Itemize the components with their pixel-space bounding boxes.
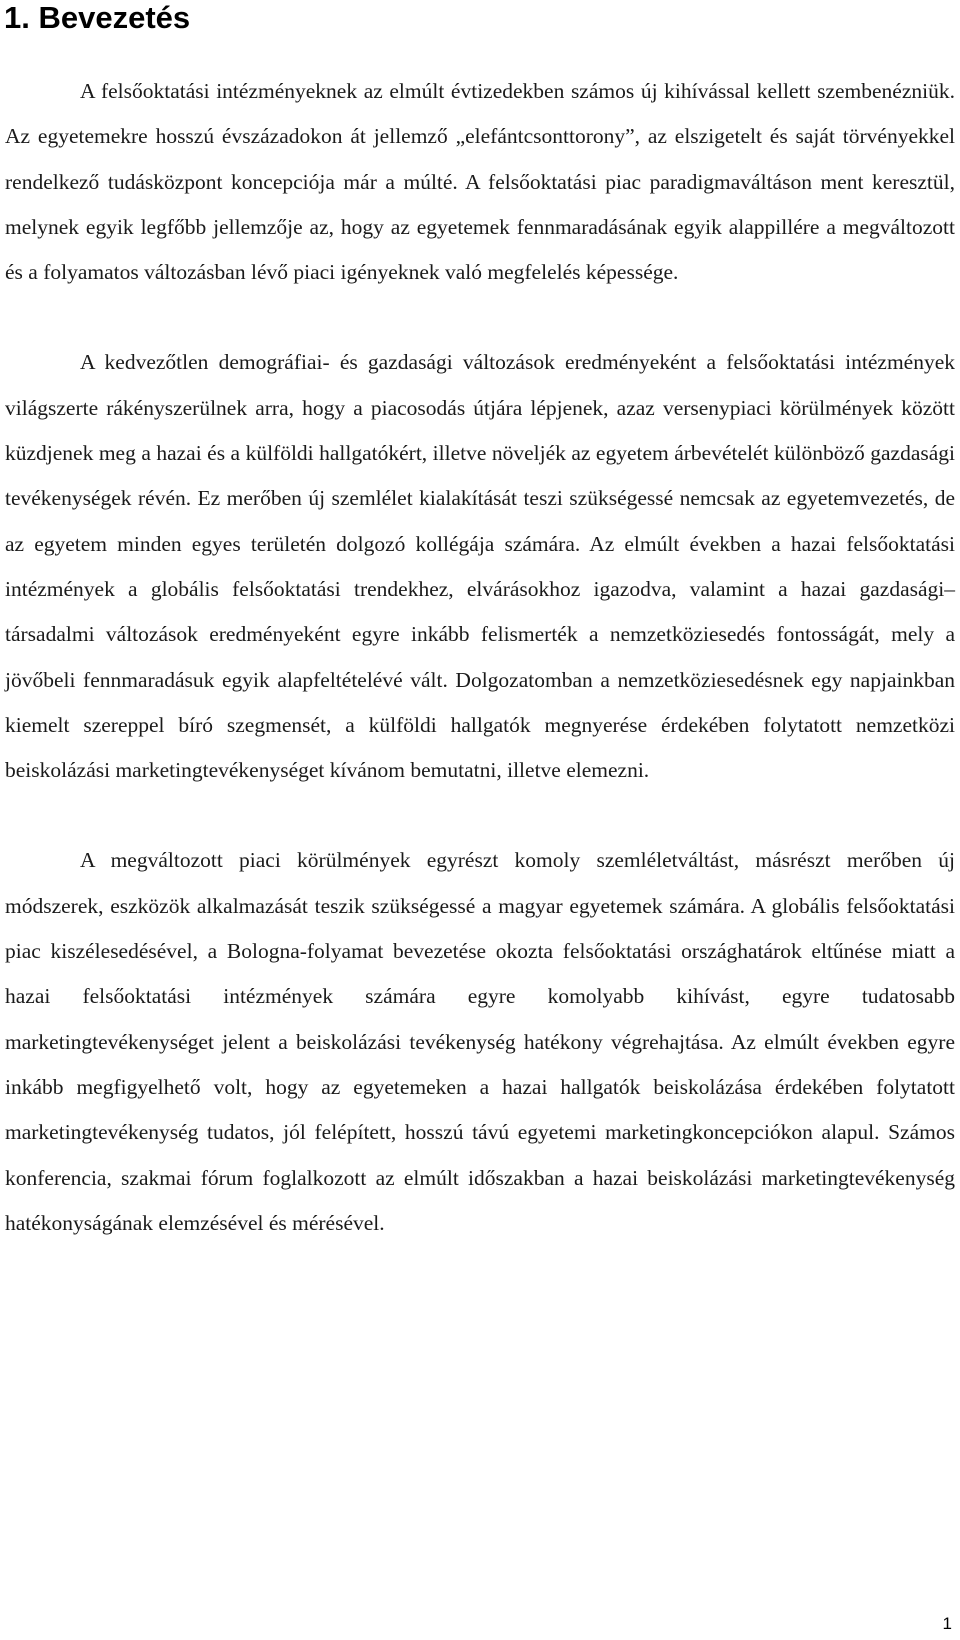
paragraph-3: A megváltozott piaci körülmények egyrészt komoly szemléletváltást, másrészt merőben új módszerek, eszközök alkalmazását teszik szükségessé a magyar egyetemek számára. A globális felsőoktatási piac kiszélesedésével, a Bologna-folyamat bevezetése okozta felsőoktatási országhatárok eltűnése miatt a hazai felsőoktatási intézmények számára egyre komolyabb kihívást, egyre tudatosabb marketingtevékenységet jelent a beiskolázási tevékenység hatékony végrehajtása. Az elmúlt években egyre inkább megfigyelhető volt, hogy az egyetemeken a hazai hallgatók beiskolázása érdekében folytatott marketingtevékenység tudatos, jól felépített, hosszú távú egyetemi marketingkoncepciókon alapul. Számos konferencia, szakmai fórum foglalkozott az elmúlt időszakban a hazai beiskolázási marketingtevékenység hatékonyságának elemzésével és mérésével. (5, 848, 955, 1235)
body-text (5, 69, 955, 1246)
paragraph-2: A kedvezőtlen demográfiai- és gazdasági változások eredményeként a felsőoktatási intézmények világszerte rákényszerülnek arra, hogy a piacosodás útjára lépjenek, azaz versenypiaci körülmények között küzdjenek meg a hazai és a külföldi hallgatókért, illetve növeljék az egyetem árbevételét különböző gazdasági tevékenységek révén. Ez merőben új szemlélet kialakítását teszi szükségessé nemcsak az egyetemvezetés, de az egyetem minden egyes területén dolgozó kollégája számára. Az elmúlt években a hazai felsőoktatási intézmények a globális felsőoktatási trendekhez, elvárásokhoz igazodva, valamint a hazai gazdasági–társadalmi változások eredményeként egyre inkább felismerték a nemzetköziesedés fontosságát, mely a jövőbeli fennmaradásuk egyik alapfeltételévé vált. Dolgozatomban a nemzetköziesedésnek egy napjainkban kiemelt szereppel bíró szegmensét, a külföldi hallgatók megnyerése érdekében folytatott nemzetközi beiskolázási marketingtevékenységet kívánom bemutatni, illetve elemezni. (5, 350, 955, 783)
paragraph-1: A felsőoktatási intézményeknek az elmúlt évtizedekben számos új kihívással kellett szembenézniük. Az egyetemekre hosszú évszázadokon át jellemző „elefántcsonttorony”, az elszigetelt és saját törvényekkel rendelkező tudásközpont koncepciója már a múlté. A felsőoktatási piac paradigmaváltáson ment keresztül, melynek egyik legfőbb jellemzője az, hogy az egyetemek fennmaradásának egyik alappillére a megváltozott és a folyamatos változásban lévő piaci igényeknek való megfelelés képessége. (5, 79, 955, 285)
page-number: 1 (942, 1614, 952, 1633)
section-heading: 1. Bevezetés (4, 0, 191, 35)
